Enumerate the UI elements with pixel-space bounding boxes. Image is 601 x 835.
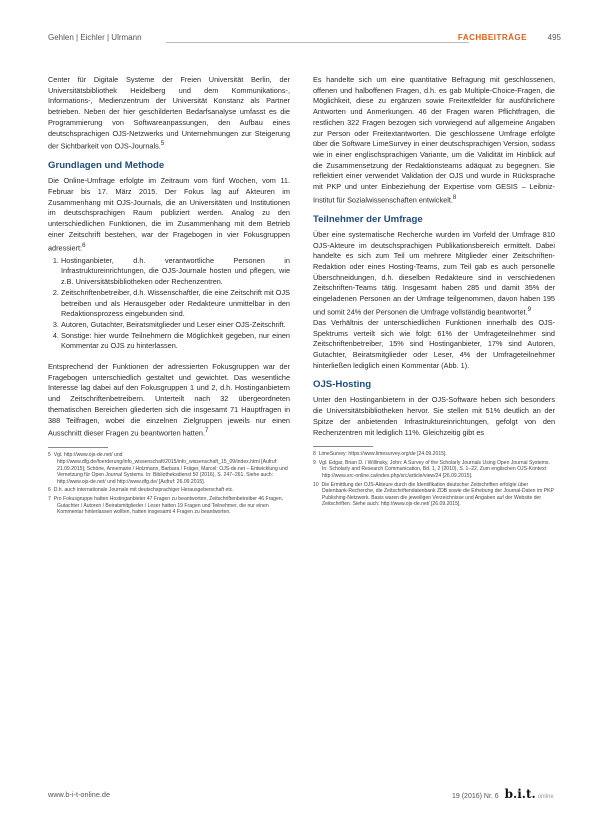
right-column (313, 75, 555, 510)
footnote-ref[interactable]: 6 (82, 241, 86, 249)
footnote: 5 Vgl. http://www.ojs-de.net/ und http://www.dfg.de/foerderung/info_wissenschaft/2015/info_wissenschaft_15_09/index.html [Aufruf: 21.09.2015]; Schöne, Annemarie / Holzmann, Barbara / Fräger, Marcel: OJS-de.net – Entwicklung und Vernetzung für Open Journal Systems. In: Bibliotheksdienst 50 (2016), S. 247–261. Siehe auch: http://www.ojs-de.net/ und http://www.dfg.de/ [Aufruf: 26.09.2015]. (48, 452, 288, 485)
footnote-rule (48, 447, 108, 448)
footnote: 7 Pro Fokusgruppe hatten Hostinganbieter 47 Fragen zu beantworten, Zeitschriftenbetreiber 46 Fragen, Gutachter / Autoren / Beiratsmitglieder / Leser hatten 19 Fragen und Teilnehmer, die nur einen Kommentar hinterlassen wollten, hatten insgesamt 4 Fragen zu beantworten. (48, 495, 284, 516)
footnote: 8 LimeSurvey: https://www.limesurvey.org/de [24.09.2015]. (313, 451, 447, 458)
hosting-paragraph: Unter den Hostinganbietern in der OJS-Software heben sich besonders die Universitätsbibliotheken hervor. Sie stellen mit 51% deutlich an der Spitze der anbietenden Infrastruktureinrichtungen, gefolgt von den Rechenzentren mit lediglich 11%. Gleichzeitig gibt es (313, 395, 555, 437)
survey-method-paragraph: Es handelte sich um eine quantitative Befragung mit geschlossenen, offenen und halboffenen Fragen, d.h. es gab Multiple-Choice-Fragen, die Möglichkeit, diese zu ergänzen sowie Freitextfelder für ausführlichere Antworten und Anmerkungen. 46 der Fragen waren Pflichtfragen, die restlichen 322 Fragen bezogen sich vorwiegend auf allgemeine Angaben zur Person oder Freitextantworten. Die geschlossene Umfrage erfolgte über die Software LimeSurvey in einer deutschsprachigen Version, sodass wie in einer englischsprachigen Variante, um die Validität im Hinblick auf die Zusammensetzung der Redaktionsteams adäquat zu begegnen. Sie reflektiert einer verwendet Validation der OJS und wurde in Rücksprache mit PKP und unter Einbeziehung der Expertise vom GESIS – Leibniz-Institut für Sozialwissenschaften entwickelt.$^8$ (313, 75, 555, 205)
heading-grundlagen: Grundlagen und Methode (48, 160, 165, 172)
participants-paragraph: Über eine systematische Recherche wurden im Vorfeld der Umfrage 810 OJS-Akteure im deutschsprachigen Publikationsbereich ermittelt. Dabei handelte es sich zum Teil um mehrere Mitglieder einer Zeitschriften-Redaktion oder eines Hosting-Teams, zum Teil gab es auch personelle Überschneidungen, d.h. dieselben Redakteure sind in verschiedenen Zeitschriften-Teams tätig. Insgesamt haben 285 und damit 35% der eingeladenen Personen an der Umfrage teilgenommen, davon haben 195 und somit 24% der Personen die Umfrage vollständig beantwortet.$^9$ (313, 229, 555, 317)
list-item: 3. Autoren, Gutachter, Beiratsmitglieder und Leser einer OJS-Zeitschrift. (61, 320, 290, 331)
footer-url[interactable]: www.b-i-t-online.de (48, 790, 111, 799)
footnote-ref[interactable]: 9 (527, 305, 531, 313)
footnote: 10 Die Ermittlung der OJS-Akteure durch die Identifikation deutscher Zeitschriften erfolgte über Datenbank-Recherche, die Zeitschriftendatenbank ZDB sowie die Erhebung der Journal-Daten im PKP Publishing-Netzwerk. Basis waren die jeweiligen Verzeichnisse und Angaben auf der Website der Zeitschriften. Siehe auch: http://www.ojs-de.net/ [26.09.2015]. (313, 481, 554, 508)
footnote: 6 D.h. auch internationale Journale mit deutschsprachiger Herausgeberschaft etc. (48, 487, 234, 494)
footnote-ref[interactable]: 5 (160, 140, 165, 148)
page-number: 495 (547, 33, 561, 42)
footnotes-right (313, 451, 555, 508)
footer-issue-text: 19 (2016) Nr. 6 (452, 793, 499, 800)
header-section: FACHBEITRÄGE (457, 33, 527, 42)
footnote: 9 Vgl. Edgar, Brian D. / Willinsky, John: A Survey of the Scholarly Journals Using Open Journal Systems. In: Scholarly and Research Communication, Bd. 1, 2 (2010), S. 1–22. Zum englischen OJS-Kontext: http://www.src-online.ca/index.php/src/article/view/24 [26.09.2015]. (313, 459, 550, 480)
header-rule (166, 42, 469, 43)
intro-paragraph: Center für Digitale Systeme der Freien Universität Berlin, der Universitätsbibliothek Heidelberg und dem Kommunikations-, Informations-, Medienzentrum der Universität Konstanz als Partner betrieben. Neben der hier geschilderten Bedarfsanalyse umfasst es die Programmierung von Softwareanpassungen, den Aufbau eines deutschsprachigen OJS-Netzwerks und Unternehmungen zur Steigerung der Sichtbarkeit von OJS-Journals.$^5$ (48, 75, 290, 151)
list-item: 4. Sonstige: hier wurde Teilnehmern die Möglichkeit gegeben, nur einen Kommentar zu OJS zu hinterlassen. (61, 331, 290, 352)
bit-online-logo: b.i.t. (504, 787, 536, 801)
footnote-rule (313, 446, 373, 447)
focus-group-list (48, 256, 290, 352)
footnote-ref[interactable]: 8 (452, 193, 457, 201)
left-column (48, 75, 290, 518)
list-item: 1. Hostinganbieter, d.h. verantwortliche Personen in Infrastruktureinrichtungen, die OJS-Journale hosten und pflegen, wie z.B. Universitätsbibliotheken oder Rechenzentren. (61, 256, 290, 288)
heading-teilnehmer: Teilnehmer der Umfrage (313, 213, 423, 225)
header-authors: Gehlen | Eichler | Ulrmann (48, 33, 142, 42)
heading-ojs-hosting: OJS-Hosting (313, 379, 372, 391)
footer-issue (452, 787, 554, 801)
weighting-paragraph: Entsprechend der Funktionen der adressierten Fokusgruppen war der Fragebogen unterschiedlich gestaltet und gewichtet. Das wesentliche Interesse lag dabei auf den Fokusgruppen 1 und 2, d.h. Hostinganbietern und Zeitschriftenbetreibern. Unterteilt nach 32 übergeordneten thematischen Bereichen gliederten sich die insgesamt 71 Hauptfragen in 388 Teilfragen, wobei die einzelnen Zielgruppen jeweils nur einen Ausschnitt dieser Fragen zu beantworten hatten.$^7$ (48, 362, 290, 438)
method-paragraph: Die Online-Umfrage erfolgte im Zeitraum vom fünf Wochen, vom 11. Februar bis 17. März 2015. Der Fokus lag auf Akteuren im Zusammenhang mit OJS-Journals, die an Universitäten und Institutionen im deutschsprachigen Raum publiziert werden. Analog zu den unterschiedlichen Funktionen, die im Zusammenhang mit dem Betrieb einer Zeitschrift bestehen, war der Fragebogen in vier Fokusgruppen adressiert:$^6$ (48, 176, 290, 252)
bit-online-logo-suffix: online (537, 794, 554, 800)
footnote-ref[interactable]: 7 (204, 427, 209, 435)
running-header (48, 33, 561, 49)
distribution-paragraph: Das Verhältnis der unterschiedlichen Funktionen innerhalb des OJS-Spektrums verteilt sich wie folgt: 61% der Umfrageteilnehmer sind Zeitschriftenbetreiber, 15% sind Hostinganbieter, 17% sind Autoren, Gutachter, Beiratsmitglieder oder Leser, 4% der Umfrageteilnehmer hinterließen lediglich einen Kommentar (Abb. 1). (313, 317, 555, 370)
list-item: 2. Zeitschriftenbetreiber, d.h. Wissenschaftler, die eine Zeitschrift mit OJS betreiben und als Herausgeber oder Redakteure unmittelbar in den Redaktionsprozess eingebunden sind. (61, 288, 290, 320)
footnotes-left (48, 452, 290, 515)
